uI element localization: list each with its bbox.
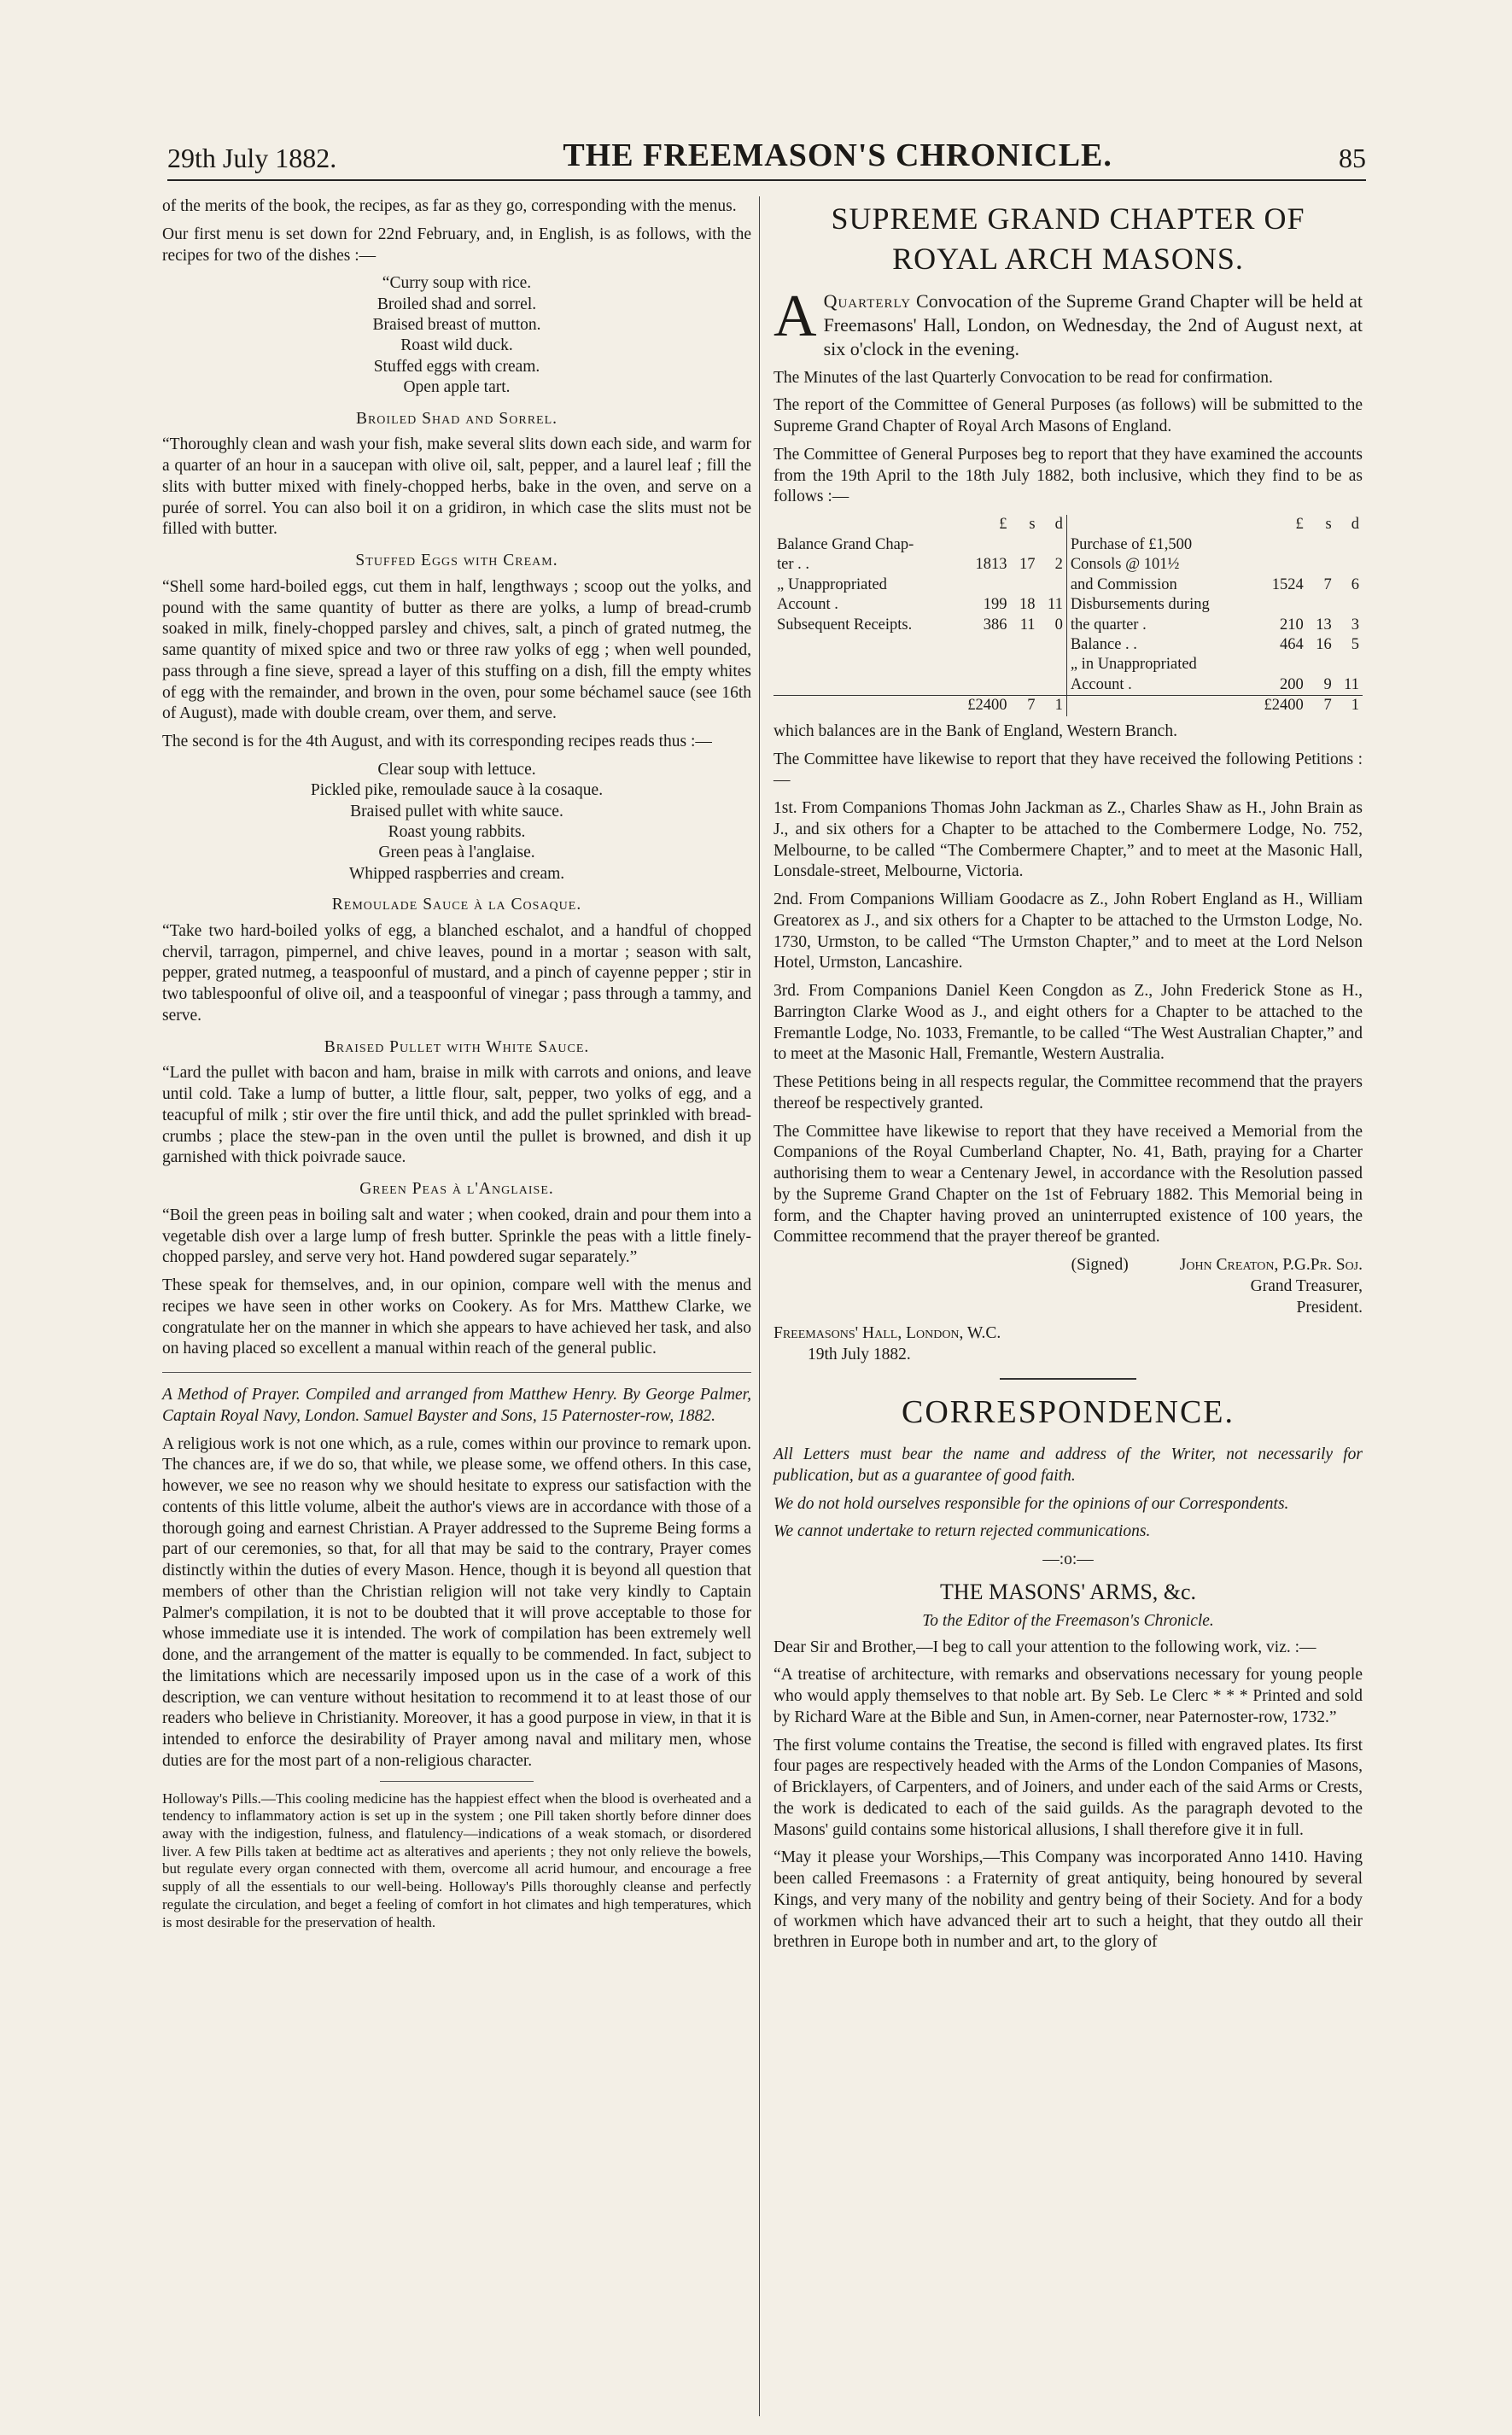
pounds-cell: 1524	[1271, 575, 1304, 593]
pence-cell	[1039, 635, 1067, 655]
account-label: Account .	[777, 596, 838, 614]
account-label: Purchase of £1,500	[1066, 535, 1249, 555]
table-row	[774, 595, 1363, 615]
signer-name: John Creaton, P.G.Pr. Soj.	[1179, 1256, 1363, 1275]
section-rule	[162, 1372, 751, 1373]
letter-heading: THE MASONS' ARMS, &c.	[939, 1579, 1197, 1604]
recipe-heading: Broiled Shad and Sorrel.	[355, 409, 558, 428]
menu-item: Braised pullet with white sauce.	[350, 802, 563, 820]
masthead	[167, 135, 1366, 181]
table-total-row	[774, 696, 1363, 716]
total-label	[774, 696, 953, 716]
accounts-table	[774, 515, 1363, 716]
pence-cell	[1335, 655, 1363, 674]
correspondence-heading: CORRESPONDENCE.	[902, 1393, 1235, 1430]
pounds-cell	[1249, 655, 1307, 674]
paragraph: of the merits of the book, the recipes, as far as they go, corresponding with the menus.	[162, 197, 737, 215]
pence-cell: 0	[1054, 616, 1063, 634]
pence-cell	[1039, 675, 1067, 696]
account-label: ter . .	[777, 556, 810, 574]
article-heading: SUPREME GRAND CHAPTER OF	[831, 201, 1305, 236]
paragraph: A religious work is not one which, as a rule, comes within our province to remark upon. The chances are, if we do so, that while, we please some, we offend others. In this case, however, we see no reason why we should hesitate to express our satisfaction with the contents of this little volume, albeit the author's views are in accordance with those of a thorough going and earnest Christian. A Prayer addressed to the Supreme Being forms a part of our ceremonies, so that, for all that may be said to the contrary, Prayer comes distinctly within the duties of every Mason. Hence, though it is beyond all question that members of other than the Christian religion will not take very kindly to Captain Palmer's compilation, it is not to be doubted that it will prove acceptable to those for whose immediate use it is intended. The work of compilation has been extremely well done, and the arrangement of the matter is equally to be commended. In fact, subject to the limitations which are necessarily imposed upon us in the case of a work of this description, we can venture without hesitation to recommend it to at least those of our readers who believe in Christianity. Moreover, it has a good purpose in view, in that it is intended to enforce the desirability of Prayer among naval and military men, whose duties are for the most part of a non-religious character.	[162, 1434, 751, 1770]
editorial-note: All Letters must bear the name and address of the Writer, not necessarily for publication, but as a guarantee of good faith.	[774, 1445, 1363, 1485]
menu-item: Roast wild duck.	[400, 336, 513, 355]
account-label: the quarter .	[1066, 616, 1249, 635]
menu-item: Braised breast of mutton.	[372, 316, 541, 334]
review-title: A Method of Prayer. Compiled and arranged from Matthew Henry. By George Palmer, Captain Royal Navy, London. Samuel Bayster and Sons, 15 Paternoster-row, 1882.	[162, 1386, 751, 1425]
shillings-cell: 17	[1019, 556, 1036, 574]
account-label: Consols @ 101½	[1066, 555, 1249, 575]
paragraph: “Take two hard-boiled yolks of egg, a blanched eschalot, and a handful of chopped chervil, tarragon, pimpernel, and chive leaves, pound in a mortar ; season with salt, pepper, grated nutmeg, a teaspoonful of mustard, and a pinch of cayenne pepper ; stir in two tablespoonful of olive oil, and a teaspoonful of vinegar ; pass through a tammy, and serve.	[162, 921, 751, 1025]
menu-list	[162, 760, 751, 885]
paragraph: These speak for themselves, and, in our opinion, compare well with the menus and recipes we have seen in other works on Cookery. As for Mrs. Matthew Clarke, we congratulate her on the manner in which she appears to have achieved her task, and also on having placed so excellent a manual within reach of the general public.	[162, 1276, 751, 1358]
paragraph: “May it please your Worships,—This Company was incorporated Anno 1410. Having been called Freemasons : a Fraternity of great antiquity, being honoured by several Kings, and very many of the nobility and gentry being of their Society. And for a body of workmen which have advanced their art to such a height, that they outdo all their brethren in Europe both in number and art, to the glory of	[774, 1848, 1363, 1952]
paragraph: 1st. From Companions Thomas John Jackman as Z., Charles Shaw as H., John Brain as J., and six others for a Chapter to be attached to the Combermere Lodge, No. 752, Melbourne, to be called “The Combermere Chapter,” and to meet at the Masonic Hall, Lonsdale-street, Melbourne, Victoria.	[774, 799, 1363, 881]
shillings-cell	[1010, 675, 1038, 696]
signer-details	[1180, 1255, 1363, 1318]
paragraph: These Petitions being in all respects regular, the Committee recommend that the prayers thereof be respectively granted.	[774, 1073, 1363, 1112]
paragraph: “Lard the pullet with bacon and ham, braise in milk with carrots and onions, and leave until cold. Take a lump of butter, a little flour, salt, pepper, two yolks of egg, and a teacupful of milk ; stir over the fire until thick, and add the pullet sprinkled with bread-crumbs ; place the stew-pan in the oven until the pullet is browned, and dish it up garnished with thick poivrade sauce.	[162, 1064, 751, 1167]
account-label: Balance . .	[1066, 635, 1249, 655]
pounds-cell: 210	[1279, 616, 1304, 634]
signature-block	[774, 1255, 1363, 1318]
shillings-cell	[1010, 535, 1038, 555]
pence-cell	[1039, 655, 1067, 674]
account-label: Balance Grand Chap-	[777, 535, 914, 553]
menu-item: Roast young rabbits.	[388, 822, 526, 841]
account-label: „ Unappropriated	[777, 575, 887, 593]
account-label: Subsequent Receipts.	[777, 616, 913, 634]
shillings-cell: 13	[1316, 616, 1332, 634]
shillings-cell: 7	[1323, 575, 1332, 593]
pence-cell	[1335, 535, 1363, 555]
shillings-cell	[1010, 575, 1038, 595]
shillings-cell	[1010, 655, 1038, 674]
pence-cell	[1039, 575, 1067, 595]
menu-item: Whipped raspberries and cream.	[348, 864, 565, 883]
pounds-cell	[1249, 595, 1307, 615]
account-label: „ in Unappropriated	[1066, 655, 1249, 674]
recipe-heading: Green Peas à l'Anglaise.	[359, 1180, 554, 1198]
section-rule	[1000, 1378, 1136, 1380]
shillings-cell	[1307, 535, 1335, 555]
paragraph: The Committee have likewise to report that they have received the following Petitions :—	[774, 750, 1363, 790]
total-pence: 1	[1335, 696, 1363, 716]
header-cell: £	[1295, 516, 1304, 534]
menu-item: Stuffed eggs with cream.	[373, 357, 540, 376]
paragraph: Dear Sir and Brother,—I beg to call your attention to the following work, viz. :—	[774, 1638, 1316, 1656]
table-row	[774, 635, 1363, 655]
pounds-cell	[1249, 535, 1307, 555]
signed-label: (Signed)	[1071, 1256, 1129, 1275]
pounds-cell: 199	[983, 596, 1007, 614]
pence-cell: 2	[1054, 556, 1063, 574]
pounds-cell	[953, 535, 1011, 555]
header-cell: d	[1351, 516, 1359, 534]
publication-title: THE FREEMASON'S CHRONICLE.	[563, 137, 1112, 173]
header-cell: £	[999, 516, 1007, 534]
menu-item: Clear soup with lettuce.	[377, 760, 536, 779]
shillings-cell: 11	[1019, 616, 1036, 634]
paragraph: The first volume contains the Treatise, the second is filled with engraved plates. Its first four pages are respectively headed with the Arms of the London Companies of Masons, of Bricklayers, of Carpenters, and of Joiners, and under each of the said Arms or Crests, the work is dedicated to each of the said guilds. As the paragraph devoted to the Masons' guild contains some historical allusions, I shall therefore give it in full.	[774, 1736, 1363, 1839]
paragraph: “Boil the green peas in boiling salt and water ; when cooked, drain and pour them into a vegetable dish over a large lump of fresh butter. Sprinkle the peas with a little finely-chopped parsley, and serve very hot. Hand powdered sugar separately.”	[162, 1206, 751, 1267]
editorial-note: We cannot undertake to return rejected communications.	[774, 1522, 1151, 1541]
pounds-cell	[953, 655, 1011, 674]
total-pence: 1	[1039, 696, 1067, 716]
pounds-cell: 1813	[975, 556, 1007, 574]
drop-cap: A	[774, 283, 817, 349]
separator: —:o:—	[1042, 1550, 1094, 1569]
article-heading: ROYAL ARCH MASONS.	[892, 242, 1244, 277]
pence-cell	[1335, 595, 1363, 615]
header-cell	[774, 515, 953, 534]
paragraph: Our first menu is set down for 22nd February, and, in English, is as follows, with the recipes for two of the dishes :—	[162, 225, 751, 265]
paragraph: The second is for the 4th August, and with its corresponding recipes reads thus :—	[162, 733, 712, 750]
account-label	[774, 635, 953, 655]
recipe-heading: Remoulade Sauce à la Cosaque.	[331, 896, 582, 914]
menu-list	[162, 273, 751, 398]
recipe-heading: Braised Pullet with White Sauce.	[324, 1037, 590, 1056]
table-row	[774, 675, 1363, 696]
pence-cell	[1335, 555, 1363, 575]
pounds-cell: 464	[1279, 636, 1304, 653]
header-cell: d	[1054, 516, 1063, 534]
recipe-heading: Stuffed Eggs with Cream.	[355, 552, 558, 569]
total-shillings: 7	[1010, 696, 1038, 716]
paragraph: “Thoroughly clean and wash your fish, make several slits down each side, and warm for a quarter of an hour in a saucepan with olive oil, salt, pepper, and a laurel leaf ; fill the slits with butter mixed with finely-chopped herbs, bake in the oven, and serve on a purée of sorrel. You can also boil it on a gridiron, in which case the slits must not be filled with butter.	[162, 435, 751, 539]
table-row	[774, 575, 1363, 595]
pence-cell: 11	[1344, 675, 1359, 693]
right-column	[774, 196, 1363, 1960]
total-pounds: £2400	[1249, 696, 1307, 716]
shillings-cell: 18	[1019, 596, 1036, 614]
paragraph: “Shell some hard-boiled eggs, cut them in half, lengthways ; scoop out the yolks, and pound with the same quantity of butter as there are yolks, a lump of bread-crumb soaked in milk, finely-chopped parsley and chives, salt, a pinch of grated nutmeg, the same quantity of mixed spice and two or three raw yolks of egg ; when well pounded, pass through a fine sieve, spread a layer of this stuffing on a dish, fill the empty whites of egg with the remainder, and brown in the oven, pour some béchamel sauce (see 16th of August), made with double cream, over them, and serve.	[162, 577, 751, 723]
pounds-cell: 386	[983, 616, 1007, 634]
pounds-cell	[953, 675, 1011, 696]
table-header-row	[774, 515, 1363, 534]
paragraph: The Minutes of the last Quarterly Convocation to be read for confirmation.	[774, 368, 1273, 387]
signer-role: President.	[1296, 1298, 1363, 1317]
header-cell	[1066, 515, 1249, 534]
menu-item: Pickled pike, remoulade sauce à la cosaque.	[310, 781, 604, 800]
table-row	[774, 616, 1363, 635]
paragraph: 2nd. From Companions William Goodacre as Z., John Robert England as H., William Greatorex as J., and six others for a Chapter to be attached to the Urmston Lodge, No. 1730, Urmston, to be called “The Urmston Chapter,” and to meet at the Lord Nelson Hotel, Urmston, Lancashire.	[774, 890, 1363, 972]
table-row	[774, 535, 1363, 555]
shillings-cell	[1307, 555, 1335, 575]
account-label: Disbursements during	[1066, 595, 1249, 615]
pence-cell: 5	[1351, 636, 1359, 653]
paragraph: 3rd. From Companions Daniel Keen Congdon as Z., John Frederick Stone as H., Barrington Clarke Wood as J., and eight others for a Chapter to be attached to the Fremantle Lodge, No. 1033, Fremantle, to be called “The West Australian Chapter,” and to meet at the Masonic Hall, Fremantle, Western Australia.	[774, 982, 1363, 1064]
menu-item: Open apple tart.	[403, 378, 511, 397]
account-label: Account .	[1066, 675, 1249, 696]
pence-cell	[1039, 535, 1067, 555]
advertisement: Holloway's Pills.—This cooling medicine has the happiest effect when the blood is overheated and a tendency to inflammatory action is set up in the system ; one Pill taken shortly before dinner does away with the indigestion, fulness, and flatulency—indications of a weak stomach, or disordered liver. A few Pills taken at bedtime act as alteratives and aperients ; they not only relieve the bowels, but regulate every organ connected with them, overcome all acrid humour, and encourage a free supply of all the essentials to our well-being. Holloway's Pills thoroughly cleanse and perfectly regulate the circulation, and beget a feeling of comfort in hot climates and high temperatures, which is most desirable for the preservation of health.	[162, 1790, 751, 1930]
account-label	[774, 655, 953, 674]
pounds-cell	[1249, 555, 1307, 575]
date-line: 19th July 1882.	[808, 1346, 911, 1364]
shillings-cell: 9	[1323, 675, 1332, 693]
pence-cell: 6	[1351, 575, 1359, 593]
total-shillings: 7	[1307, 696, 1335, 716]
letter-address: To the Editor of the Freemason's Chronicle.	[922, 1611, 1214, 1630]
paragraph: which balances are in the Bank of England, Western Branch.	[774, 721, 1177, 740]
paragraph: A Quarterly Convocation of the Supreme Grand Chapter will be held at Freemasons' Hall, London, on Wednesday, the 2nd of August next, at six o'clock in the evening.	[774, 283, 1363, 359]
header-cell: s	[1029, 516, 1036, 534]
total-pounds: £2400	[953, 696, 1011, 716]
left-column	[162, 196, 751, 1938]
menu-item: “Curry soup with rice.	[382, 274, 532, 293]
pounds-cell: 200	[1279, 675, 1304, 693]
editorial-note: We do not hold ourselves responsible for the opinions of our Correspondents.	[774, 1494, 1289, 1513]
pounds-cell	[953, 575, 1011, 595]
paragraph: The Committee of General Purposes beg to report that they have examined the accounts from the 19th April to the 18th July 1882, both inclusive, which they find to be as follows :—	[774, 445, 1363, 506]
account-label	[774, 675, 953, 696]
shillings-cell: 16	[1316, 636, 1332, 653]
section-rule	[380, 1781, 534, 1782]
pounds-cell	[953, 635, 1011, 655]
signer-role: Grand Treasurer,	[1250, 1276, 1363, 1295]
total-label	[1066, 696, 1249, 716]
paragraph: The Committee have likewise to report that they have received a Memorial from the Companions of the Royal Cumberland Chapter, No. 41, Bath, praying for a Charter authorising them to wear a Centenary Jewel, in accordance with the Resolution passed by the Supreme Grand Chapter on the 1st of February 1882. This Memorial being in form, and the Chapter having proved an uninterrupted existence of 100 years, the Committee recommend that the prayer thereof be granted.	[774, 1122, 1363, 1247]
table-row	[774, 655, 1363, 674]
column-divider	[759, 196, 760, 2416]
menu-item: Green peas à l'anglaise.	[378, 844, 535, 862]
page-number: 85	[1338, 143, 1366, 173]
issue-date: 29th July 1882.	[167, 143, 337, 173]
place-line: Freemasons' Hall, London, W.C.	[774, 1324, 1001, 1343]
pence-cell: 3	[1351, 616, 1359, 634]
header-cell: s	[1325, 516, 1332, 534]
paragraph: The report of the Committee of General Purposes (as follows) will be submitted to the Supreme Grand Chapter of Royal Arch Masons of England.	[774, 396, 1363, 436]
shillings-cell	[1307, 595, 1335, 615]
shillings-cell	[1307, 655, 1335, 674]
table-row	[774, 555, 1363, 575]
menu-item: Broiled shad and sorrel.	[377, 295, 537, 313]
shillings-cell	[1010, 635, 1038, 655]
pence-cell: 11	[1048, 596, 1063, 614]
paragraph: “A treatise of architecture, with remarks and observations necessary for young people who would apply themselves to that noble art. By Seb. Le Clerc * * * Printed and sold by Richard Ware at the Bible and Sun, in Amen-corner, near Paternoster-row, 1732.”	[774, 1666, 1363, 1726]
account-label: and Commission	[1066, 575, 1249, 595]
